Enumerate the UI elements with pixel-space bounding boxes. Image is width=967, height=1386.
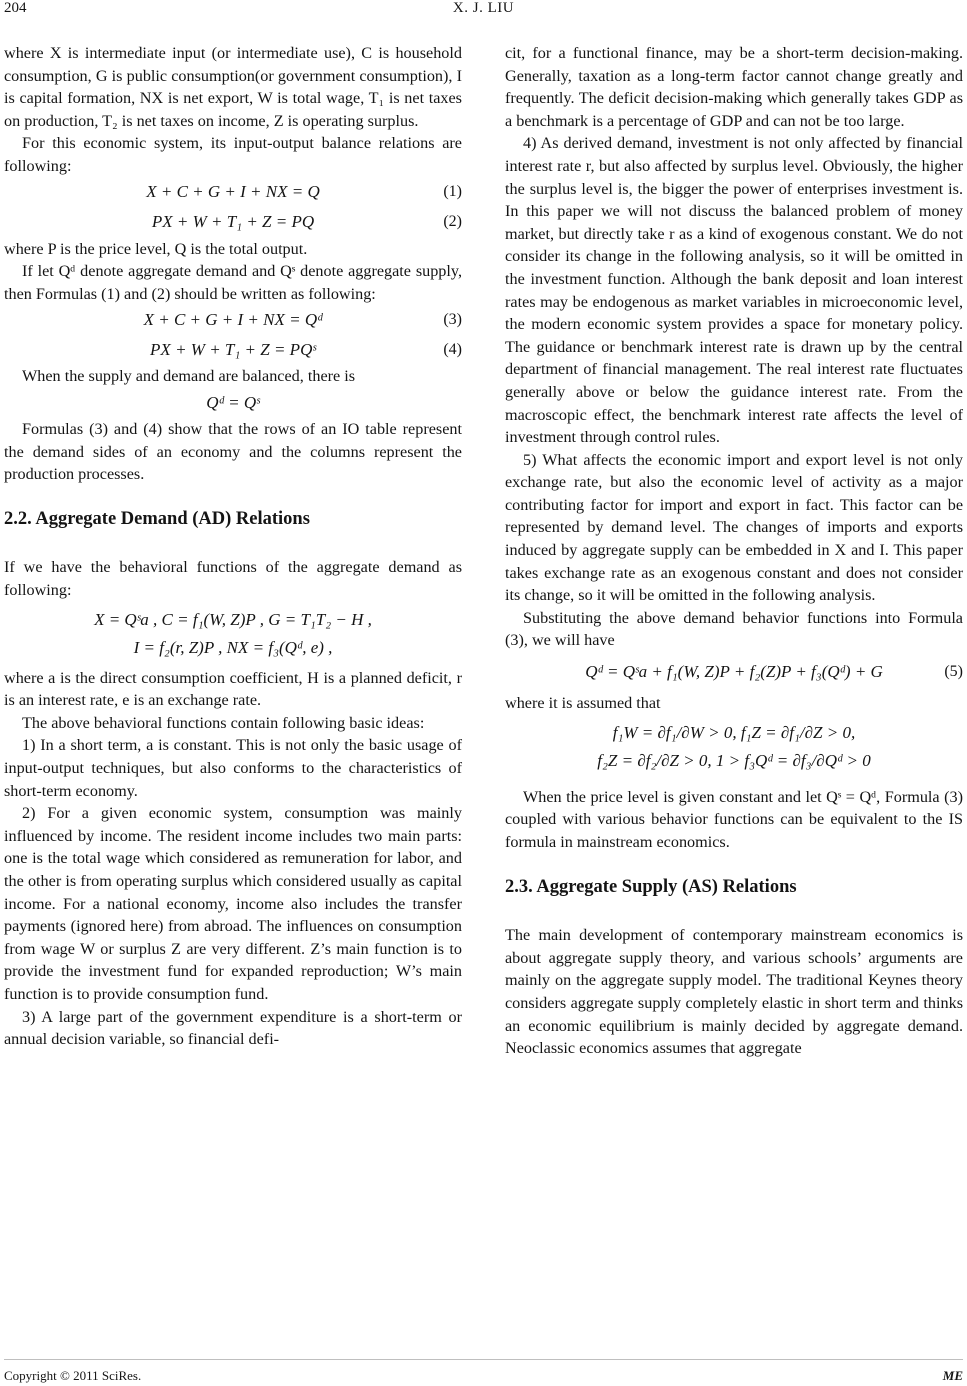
equation-3 xyxy=(4,305,462,335)
equation-2 xyxy=(4,208,462,238)
equation-body: Qᵈ = Qˢa + f₁(W, Z)P + f₂(Z)P + f₃(Qᵈ) + G xyxy=(585,661,883,681)
paragraph: cit, for a functional finance, may be a short-term decision-making. Generally, taxation as a long-term factor cannot change greatly and frequently. The deficit decision-making which generally takes GDP as a benchmark is a percentage of GDP and can not be too large. xyxy=(505,44,963,130)
paragraph: When the supply and demand are balanced, there is xyxy=(22,367,356,386)
paragraph: Substituting the above demand behavior functions into Formula (3), we will have xyxy=(505,608,963,650)
equation-1 xyxy=(4,178,462,208)
paragraph: where a is the direct consumption coefficient, H is a planned deficit, r is an interest rate, e is an exchange rate. xyxy=(4,668,462,710)
paragraph: 2) For a given economic system, consumption was mainly influenced by income. The resident income includes two main parts: one is the total wage which considered as remuneration for labor, and the other is from operating surplus which considered usually as capital income. For a national economy, income also includes the transfer payments (ignored here) from abroad. The influences on consumption from wage W or surplus Z are very different. Z’s main function is to provide the investment fund for expanded reproduction; W’s main function is to provide consumption fund. xyxy=(4,804,462,1003)
equation-number: (1) xyxy=(443,183,462,201)
section-heading: 2.2. Aggregate Demand (AD) Relations xyxy=(4,508,310,529)
paragraph: where X is intermediate input (or intermediate use), C is household consumption, G is public consumption(or government consumption), I is capital formation, NX is net export, W is total wage, T₁ is net taxes on production, T₂ is net taxes on income, Z is operating surplus. xyxy=(4,44,462,130)
equation-number: (3) xyxy=(443,311,462,329)
equation-line: f₂Z = ∂f₂/∂Z > 0, 1 > f₃Qᵈ = ∂f₃/∂Qᵈ > 0 xyxy=(597,751,871,771)
equation-balance xyxy=(4,388,462,418)
paragraph: 1) In a short term, a is constant. This is not only the basic usage of input-output techniques, but also conforms to the characteristics of short-term economy. xyxy=(4,736,462,800)
footer-rule xyxy=(4,1359,963,1360)
paragraph: The above behavioral functions contain following basic ideas: xyxy=(22,713,425,732)
left-column xyxy=(4,42,462,1051)
assumption-equations xyxy=(505,715,963,780)
footer-journal: ME xyxy=(942,1368,963,1383)
footer-copyright: Copyright © 2011 SciRes. xyxy=(4,1368,142,1383)
paragraph: where it is assumed that xyxy=(505,694,661,713)
paragraph: 3) A large part of the government expenditure is a short-term or annual decision variable, so financial defi- xyxy=(4,1007,462,1049)
equation-body: X + C + G + I + NX = Qᵈ xyxy=(143,310,323,330)
equation-line: X = Qˢa , C = f₁(W, Z)P , G = T₁T₂ − H , xyxy=(94,609,372,629)
running-head: X. J. LIU xyxy=(452,0,515,16)
paragraph: If we have the behavioral functions of the aggregate demand as following: xyxy=(4,558,462,599)
behavioral-functions xyxy=(4,602,462,667)
page-number: 204 xyxy=(4,0,27,16)
equation-4 xyxy=(4,335,462,365)
paragraph: Formulas (3) and (4) show that the rows of an IO table represent the demand sides of an economy and the columns represent the production processes. xyxy=(4,419,462,484)
right-column xyxy=(505,42,963,1060)
section-heading: 2.3. Aggregate Supply (AS) Relations xyxy=(505,876,797,897)
equation-body: X + C + G + I + NX = Q xyxy=(146,182,320,202)
paragraph: For this economic system, its input-output balance relations are following: xyxy=(4,134,462,175)
equation-line: f₁W = ∂f₁/∂W > 0, f₁Z = ∂f₁/∂Z > 0, xyxy=(612,722,856,742)
paragraph: When the price level is given constant and let Qˢ = Qᵈ, Formula (3) coupled with various behavior functions can be equivalent to the IS formula in mainstream economics. xyxy=(505,787,963,851)
paragraph: If let Qᵈ denote aggregate demand and Qˢ denote aggregate supply, then Formulas (1) and (2) should be written as following: xyxy=(4,262,462,303)
equation-line: I = f₂(r, Z)P , NX = f₃(Qᵈ, e) , xyxy=(133,638,333,658)
paragraph: The main development of contemporary mainstream economics is about aggregate supply theory, and various schools’ arguments are mainly on the aggregate supply model. The traditional Keynes theory considers aggregate supply completely elastic in short term and thinks an economic equilibrium is mainly decided by aggregate demand. Neoclassic economics assumes that aggregate xyxy=(505,926,963,1058)
equation-body: PX + W + T₁ + Z = PQ xyxy=(151,212,315,232)
paragraph: 5) What affects the economic import and export level is not only exchange rate, but also the economic level of activity as a major contributing factor for import and export in fact. This factor can be represented by demand level. The changes of imports and exports induced by aggregate supply can be embedded in X and I. This paper takes exchange rate as an exogenous constant and does not consider its change, so it will be omitted in the following analysis. xyxy=(505,450,963,605)
equation-body: Qᵈ = Qˢ xyxy=(206,392,260,412)
paragraph: where P is the price level, Q is the total output. xyxy=(4,239,308,258)
equation-number: (5) xyxy=(944,662,963,680)
paragraph: 4) As derived demand, investment is not only affected by financial interest rate r, but also affected by surplus level. Obviously, the higher the surplus level is, the bigger the power of enterprises investment is. In this paper we will not discuss the balanced problem of money market, but directly take r as a kind of exogenous constant. We do not consider its change in the following analysis, so it will be omitted in the investment function. Although the bank deposit and loan interest rates may be endogenous as market variables in microeconomic level, the modern economic system provides a space for monetary policy. The guidance or benchmark interest rate is drawn up by the central department of financial management. The real interest rate fluctuates generally above or below the guidance interest rate. From the macroscopic effect, the benchmark interest rate affects the level of investment through control rules. xyxy=(505,134,963,447)
equation-number: (4) xyxy=(443,341,462,359)
equation-5 xyxy=(505,652,963,692)
equation-number: (2) xyxy=(443,213,462,231)
equation-body: PX + W + T₁ + Z = PQˢ xyxy=(150,340,316,360)
